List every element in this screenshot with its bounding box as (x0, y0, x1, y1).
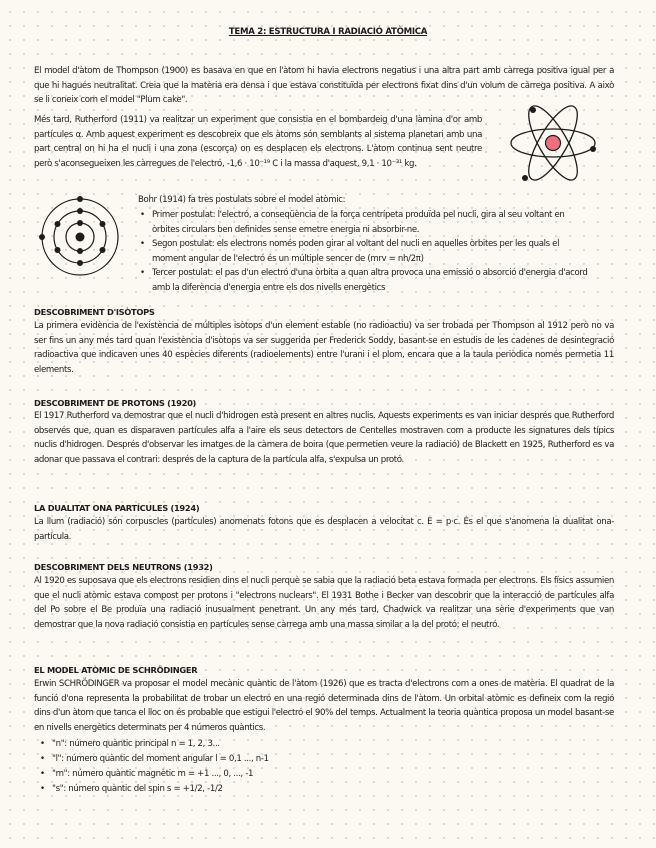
quantum-number-l (40, 752, 612, 767)
isotops-heading: DESCOBRIMENT D'ISÒTOPS (34, 307, 155, 317)
bohr-postulate-1 (140, 208, 592, 237)
protons-heading: DESCOBRIMENT DE PROTONS (1920) (34, 398, 197, 408)
quantum-number-text: "s": número quàntic del spin s = +1/2, -1/2 (52, 784, 223, 794)
schrodinger-paragraph: Erwin SCHRÖDINGER va proposar el model mecànic quàntic de l'àtom (1926) que es tracta d'electrons com a ones de matèria. El quadrat de la funció d'ona representa la probabilitat de trobar un electró en una regió determinada dins de l'àtom. Un orbital atòmic es defineix com la regió dins d'un àtom que tanca el lloc on és probable que estigui l'electró el 90% del temps. Actualment la teoria quàntica proposa un model basant-se en nivells energètics determinats per 4 números quàntics. (34, 679, 614, 733)
bullet-icon: • (40, 754, 45, 764)
bohr-postulate-2 (140, 237, 592, 266)
neutrons-paragraph: Al 1920 es suposava que els electrons residien dins el nucli perquè se sabia que la radiació beta estava formada per electrons. Els físics assumien que el nucli atòmic estava compost per protons i "electrons nuclears". El 1931 Bothe i Becker van descobrir que la interacció de partícules alfa del Po sobre el Be produïa una radiació inusualment penetrant. Un any més tard, Chadwick va realitzar una sèrie d'experiments que van demostrar que la nova radiació consistia en partícules sense càrrega amb una massa similar a la del protó: el neutró. (34, 576, 614, 630)
bullet-icon: • (40, 739, 45, 749)
quantum-number-text: "m": número quàntic magnètic m = +1 ..., 0, ..., -1 (52, 769, 254, 779)
bohr-postulate-3 (140, 266, 592, 295)
bullet-icon: • (140, 210, 145, 220)
dualitat-paragraph: La llum (radiació) són corpuscles (partícules) anomenats fotons que es desplacen a velocitat c. E = p·c. És el que s'anomena la dualitat ona-partícula. (34, 517, 614, 542)
bohr-intro: Bohr (1914) fa tres postulats sobre el model atòmic: (138, 195, 346, 205)
page-title: TEMA 2: ESTRUCTURA I RADIACIÓ ATÒMICA (228, 27, 428, 37)
isotops-paragraph: La primera evidència de l'existència de múltiples isòtops d'un element estable (no radioactiu) va ser trobada per Thompson al 1912 però no va ser fins un any més tard quan l'existència d'isòtops va ser suggerida per Frederick Soddy, basant-se en estudis de les cadenes de desintegració radioactiva que indicaven unes 40 espècies diferents (radioelements) entre l'urani i el plom, encara que a la taula periòdica només permetia 11 elements. (34, 321, 614, 375)
bohr-atom-icon (38, 195, 122, 279)
dualitat-heading: LA DUALITAT ONA PARTÍCULES (1924) (34, 503, 200, 513)
postulate-text: Primer postulat: l'electró, a conseqüència de la força centrípeta produïda pel nucli, gira al seu voltant en òrbites circulars ben definides sense emetre energia ni absorbir-ne. (152, 210, 565, 235)
quantum-number-text: "l": número quàntic del moment angular l = 0,1 ..., n-1 (52, 754, 269, 764)
thomson-paragraph: El model d'àtom de Thompson (1900) es basava en que en l'àtom hi havia electrons negatius i una altra part amb càrrega positiva igual per a que hi hagués neutralitat. Creia que la matèria era densa i que estava constituïda per electrons fixat dins d'un volum de càrrega positiva. A això se li coneix com el model "Plum cake". (34, 66, 614, 105)
quantum-number-text: "n": número quàntic principal n = 1, 2, 3... (52, 739, 220, 749)
quantum-number-s (40, 782, 612, 797)
schrodinger-heading: EL MODEL ATÒMIC DE SCHRÖDINGER (34, 665, 198, 675)
protons-paragraph: El 1917 Rutherford va demostrar que el nucli d'hidrogen està present en altres nuclis. Aquests experiments es van iniciar després que Rutherford observés que, quan es disparaven partícules alfa a l'aire els seus detectors de Centelles mostraven com a producte les signatures dels típics nuclis d'hidrogen. Després d'observar les imatges de la càmera de boira (que permetien veure la radiació) de Blackett en 1925, Rutherford es va adonar que passava el contrari: després de la captura de la partícula alfa, s'expulsa un protó. (34, 411, 614, 465)
bullet-icon: • (40, 784, 45, 794)
postulate-text: Segon postulat: els electrons només poden girar al voltant del nucli en aquelles òrbites per les quals el moment angular de l'electró és un múltiple sencer de (mrv = nh/2π) (152, 239, 560, 264)
quantum-number-m (40, 767, 612, 782)
bullet-icon: • (140, 239, 145, 249)
bullet-icon: • (40, 769, 45, 779)
bullet-icon: • (140, 268, 145, 278)
rutherford-atom-icon (503, 102, 603, 184)
rutherford-paragraph: Més tard, Rutherford (1911) va realitzar un experiment que consistia en el bombardeig d'una làmina d'or amb partícules α. Amb aquest experiment es descobreix que els àtoms són semblants al sistema planetari amb una part central on hi ha el nucli i una zona (escorça) on es desplacen els electrons. L'àtom continua sent neutre però s'aconsegueixen les càrregues de l'electró, -1,6 · 10⁻¹⁹ C i la massa d'aquest, 9,1 · 10⁻³¹ kg. (34, 115, 482, 169)
quantum-number-n (40, 737, 612, 752)
neutrons-heading: DESCOBRIMENT DELS NEUTRONS (1932) (34, 562, 213, 572)
postulate-text: Tercer postulat: el pas d'un electró d'una òrbita a quan altra provoca una emissió o absorció d'energia d'acord amb la diferència d'energia entre els dos nivells energètics (152, 268, 588, 293)
